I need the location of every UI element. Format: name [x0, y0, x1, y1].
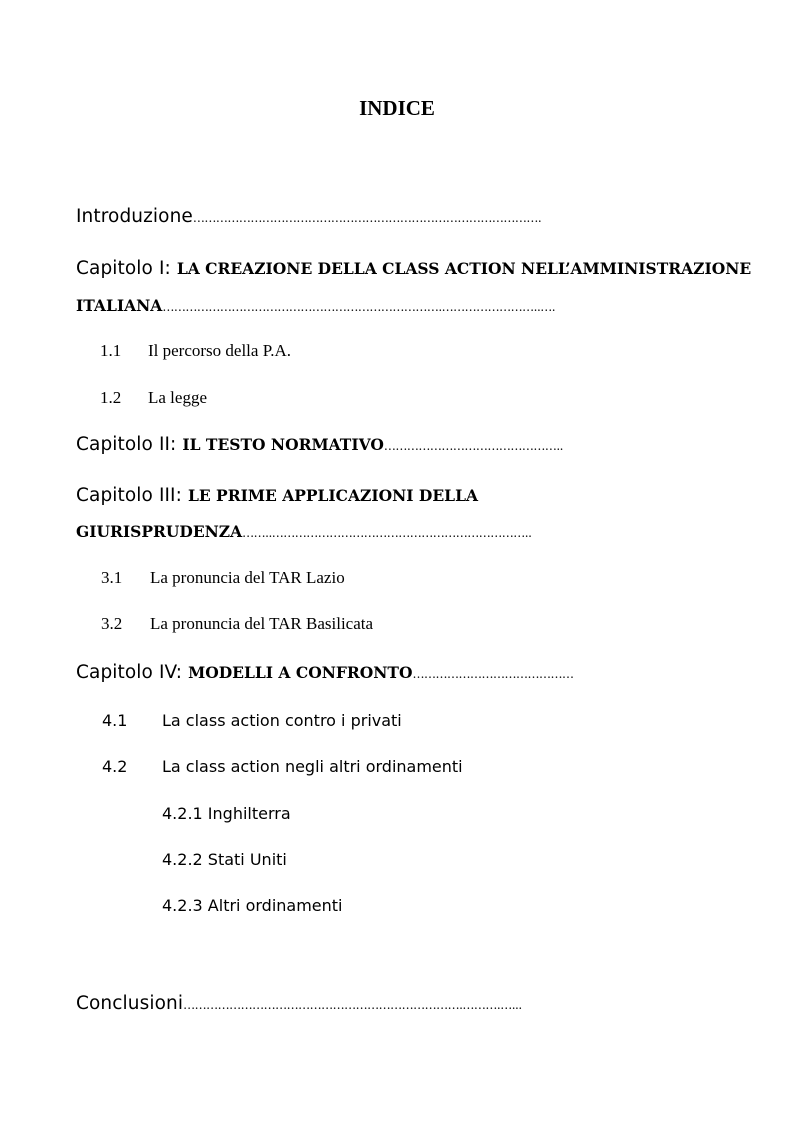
toc-entry-1-2[interactable]	[100, 388, 207, 408]
section-number: 3.2	[101, 614, 123, 633]
toc-entry-capitolo-3[interactable]	[76, 485, 478, 506]
section-number: 1.2	[100, 388, 122, 407]
toc-leader-dots: ……………………………………………………………….……….…...	[183, 998, 522, 1012]
toc-leader-dots: ……………………………………	[412, 667, 574, 681]
section-number: 3.1	[101, 568, 123, 587]
subsection-label: 4.2.3 Altri ordinamenti	[162, 896, 343, 915]
chapter-prefix: Capitolo II:	[76, 434, 183, 455]
chapter-prefix: Capitolo III:	[76, 485, 188, 506]
section-label: Il percorso della P.A.	[148, 341, 292, 360]
section-number: 4.2	[102, 757, 128, 776]
chapter-title: IL TESTO NORMATIVO	[182, 435, 384, 454]
toc-leader-dots: ………………………………………..	[383, 439, 563, 453]
toc-entry-capitolo-4[interactable]	[76, 662, 573, 683]
section-number: 4.1	[102, 711, 128, 730]
chapter-prefix: Capitolo I:	[76, 258, 177, 279]
section-number: 1.1	[100, 341, 122, 360]
toc-entry-capitolo-1[interactable]	[76, 258, 751, 279]
toc-leader-dots: ……………………………………………………………………………….	[192, 211, 542, 225]
toc-entry-conclusioni[interactable]	[76, 993, 522, 1014]
chapter-title-cont: GIURISPRUDENZA	[76, 522, 243, 541]
toc-entry-4-2-1[interactable]	[162, 804, 291, 823]
section-label: La legge	[148, 388, 207, 407]
page-title: INDICE	[359, 96, 435, 120]
toc-entry-capitolo-2[interactable]	[76, 434, 563, 455]
toc-label: Introduzione	[76, 206, 193, 227]
section-label: La pronuncia del TAR Lazio	[150, 568, 345, 587]
chapter-title: LA CREAZIONE DELLA CLASS ACTION NELL’AMMINISTRAZIONE	[176, 259, 752, 278]
toc-leader-dots: ……..…………………………………………………………..	[242, 526, 532, 540]
chapter-prefix: Capitolo IV:	[76, 662, 189, 683]
toc-entry-3-2[interactable]	[101, 614, 373, 634]
toc-entry-capitolo-1-cont[interactable]	[76, 296, 555, 315]
toc-label: Conclusioni	[76, 993, 184, 1014]
toc-entry-1-1[interactable]	[100, 341, 291, 361]
toc-entry-4-2-3[interactable]	[162, 896, 343, 915]
toc-entry-4-1[interactable]	[102, 711, 402, 730]
toc-entry-4-2[interactable]	[102, 757, 463, 776]
subsection-label: 4.2.2 Stati Uniti	[162, 850, 287, 869]
section-label: La class action negli altri ordinamenti	[162, 757, 463, 776]
toc-entry-introduzione[interactable]	[76, 206, 541, 227]
chapter-title: LE PRIME APPLICAZIONI DELLA	[187, 486, 479, 505]
toc-entry-3-1[interactable]	[101, 568, 345, 588]
section-label: La class action contro i privati	[162, 711, 402, 730]
subsection-label: 4.2.1 Inghilterra	[162, 804, 291, 823]
toc-entry-capitolo-3-cont[interactable]	[76, 522, 531, 541]
chapter-title-cont: ITALIANA	[76, 296, 163, 315]
toc-entry-4-2-2[interactable]	[162, 850, 287, 869]
chapter-title: MODELLI A CONFRONTO	[188, 663, 413, 682]
section-label: La pronuncia del TAR Basilicata	[150, 614, 374, 633]
toc-leader-dots: ……………………………………………………………….……………………..….	[162, 300, 556, 314]
